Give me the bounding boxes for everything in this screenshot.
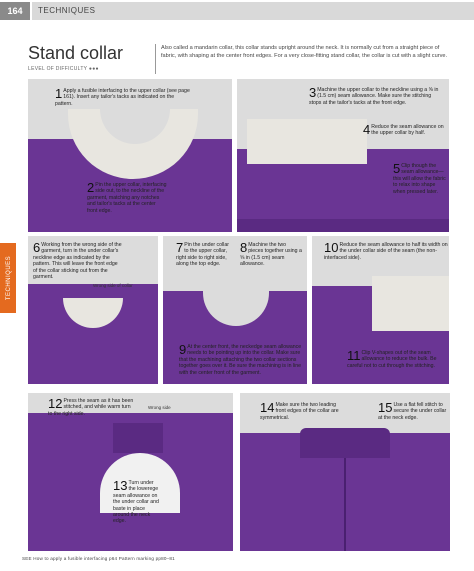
label-wrong-side-collar: Wrong side of collar <box>93 283 133 288</box>
caption-step-5: 5 Clip though the seam allowance—this will allow the fabric to relax into shape when pressed later. <box>393 161 446 195</box>
difficulty-level: LEVEL OF DIFFICULTY ●●● <box>28 66 99 72</box>
intro-text: Also called a mandarin collar, this collar stands upright around the neck. It is normally cut from a straight piece of fabric, with shaping at the center front edges. For a very close-fitting stand collar, the collar is cut with a slight curve. <box>161 45 448 60</box>
label-wrong-side: Wrong side <box>148 405 171 410</box>
page-number: 164 <box>0 2 30 20</box>
caption-step-1: 1 Apply a fusible interfacing to the upper collar (see page 161). Insert any tailor's tacks as indicated on the pattern. <box>55 86 190 107</box>
section-title: TECHNIQUES <box>38 6 96 15</box>
caption-step-10: 10 Reduce the seam allowance to half its width on the under collar side of the seam (the non-interfaced side). <box>324 240 448 261</box>
header-bar <box>32 2 474 20</box>
footer-see-also: SEE How to apply a fusible interfacing p64 Pattern marking pp80–81 <box>22 556 175 561</box>
caption-step-13: 13 Turn under the lowerege seam allowance on the under collar and baste in place around the neck edge. <box>113 478 159 525</box>
title-divider <box>155 44 156 74</box>
side-tab-label: TECHNIQUES <box>6 255 12 301</box>
caption-step-3: 3 Machine the upper collar to the neckline using a ⅝ in (1.5 cm) seam allowance. Make sure the stitching stops at the tailor's tacks at the front edge. <box>309 85 439 106</box>
caption-step-2: 2 Pin the upper collar, interfacing side out, to the neckline of the garment, matching any notches and tailor's tacks at the center front edge. <box>87 180 167 214</box>
caption-step-12: 12 Press the seam as it has been stitched, and while warm turn to the right side. <box>48 396 134 417</box>
caption-step-7: 7 Pin the under collar to the upper collar, right side to right side, along the top edge. <box>176 240 229 268</box>
caption-step-6: 6 Working from the wrong side of the garment, turn in the under collar's neckline edge as indicated by the pattern. This will leave the front edge of the collar sticking out from the garment. <box>33 240 122 281</box>
caption-step-11: 11 Clip V-shapes out of the seam allowance to reduce the bulk. Be careful not to cut through the stitching. <box>347 348 437 369</box>
caption-step-9: 9 At the center front, the neckedge seam allowance needs to be pointing up into the collar. Make sure that the machining attaching the two collar sections together goes over it. Be sure the machining is in line with the center front of the garment. <box>179 342 302 376</box>
page-title: Stand collar <box>28 43 124 63</box>
side-tab <box>0 243 16 313</box>
caption-step-14: 14 Make sure the two leading front edges of the collar are symmetrical. <box>260 400 339 421</box>
page-header <box>0 0 474 22</box>
caption-step-4: 4 Reduce the seam allowance on the upper collar by half. <box>363 122 444 137</box>
caption-step-15: 15 Use a flat fell stitch to secure the under collar at the neck edge. <box>378 400 447 421</box>
caption-step-8: 8 Machine the two pieces together using a ⅝ in (1.5 cm) seam allowance. <box>240 240 302 268</box>
